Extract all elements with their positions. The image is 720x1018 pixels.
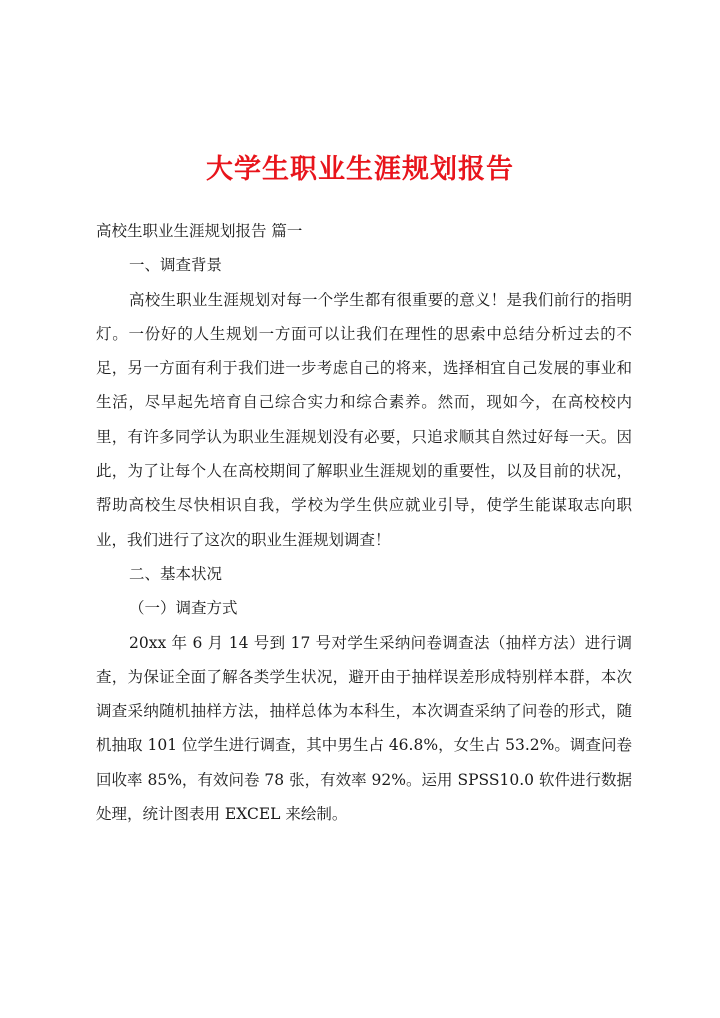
section-heading-background: 一、调查背景 [129, 256, 223, 275]
document-body [96, 214, 632, 831]
subsection-heading-survey-method: （一）调查方式 [129, 599, 238, 618]
document-subtitle: 高校生职业生涯规划报告 篇一 [96, 222, 303, 240]
section-heading-basic-status: 二、基本状况 [129, 564, 223, 583]
document-title: 大学生职业生涯规划报告 [206, 154, 514, 185]
paragraph-background: 高校生职业生涯规划对每一个学生都有很重要的意义！是我们前行的指明灯。一份好的人生规划一方面可以让我们在理性的思索中总结分析过去的不足，另一方面有利于我们进一步考虑自己的将来，选择相宜自己发展的事业和生活，尽早起先培育自己综合实力和综合素养。然而，现如今，在高校校内里，有许多同学认为职业生涯规划没有必要，只追求顺其自然过好每一天。因此，为了让每个人在高校期间了解职业生涯规划的重要性，以及目前的状况，帮助高校生尽快相识自我，学校为学生供应就业引导，使学生能谋取志向职业，我们进行了这次的职业生涯规划调查！ [96, 290, 632, 549]
paragraph-survey-method: 20xx 年 6 月 14 号到 17 号对学生采纳问卷调查法（抽样方法）进行调查，为保证全面了解各类学生状况，避开由于抽样误差形成特别样本群，本次调查采纳随机抽样方法，抽样总体为本科生，本次调查采纳了问卷的形式，随机抽取 101 位学生进行调查，其中男生占 46.8%，女生占 53.2%。调查问卷回收率 85%，有效问卷 78 张，有效率 92%。运用 SPSS10.0 软件进行数据处理，统计图表用 EXCEL 来绘制。 [96, 633, 632, 824]
